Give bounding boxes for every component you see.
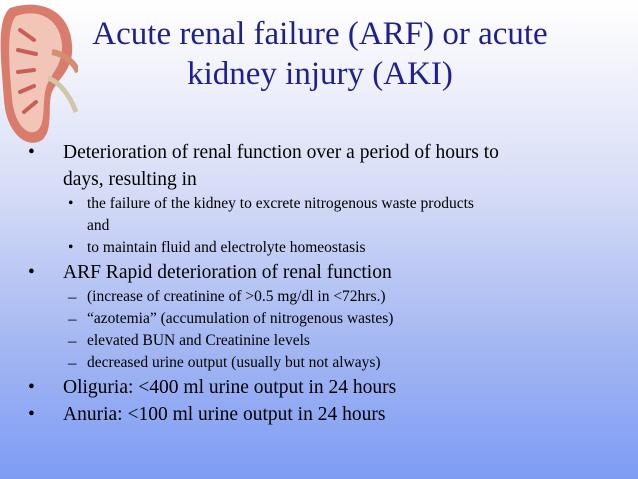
slide-title	[60, 14, 580, 94]
bullet-icon: •	[28, 377, 35, 398]
list-subitem	[20, 195, 620, 213]
bullet-icon: •	[28, 404, 35, 425]
list-item	[20, 261, 620, 284]
list-item-text: ARF Rapid deterioration of renal function	[63, 262, 392, 283]
bullet-icon: •	[28, 262, 35, 283]
bullet-icon: •	[28, 142, 35, 163]
list-subitem-continuation	[20, 217, 620, 235]
list-item	[20, 141, 620, 164]
list-subitem	[20, 332, 620, 350]
list-subitem	[20, 354, 620, 372]
list-subitem-text: and	[87, 217, 110, 234]
list-subitem-text: to maintain fluid and electrolyte homeostasis	[87, 239, 366, 256]
list-subitem-text: elevated BUN and Creatinine levels	[87, 332, 310, 349]
list-subitem	[20, 310, 620, 328]
list-subitem-text: “azotemia” (accumulation of nitrogenous wastes)	[87, 310, 394, 327]
list-subitem	[20, 239, 620, 257]
bullet-icon: •	[68, 239, 74, 256]
bullet-icon: •	[68, 195, 74, 212]
list-subitem	[20, 288, 620, 306]
dash-icon: –	[68, 309, 77, 328]
list-subitem-text: (increase of creatinine of >0.5 mg/dl in <72hrs.)	[87, 288, 386, 305]
dash-icon: –	[68, 331, 77, 350]
list-subitem-text: the failure of the kidney to excrete nitrogenous waste products	[87, 195, 474, 212]
list-item-text: Anuria: <100 ml urine output in 24 hours	[63, 404, 386, 425]
bullet-list	[20, 141, 620, 430]
list-item	[20, 403, 620, 426]
list-item	[20, 376, 620, 399]
list-item-text: Oliguria: <400 ml urine output in 24 hours	[63, 377, 397, 398]
dash-icon: –	[68, 287, 77, 306]
title-line-2: kidney injury (AKI)	[187, 56, 453, 92]
title-line-1: Acute renal failure (ARF) or acute	[92, 16, 548, 52]
list-subitem-text: decreased urine output (usually but not always)	[87, 354, 381, 371]
list-item-text: Deterioration of renal function over a period of hours to	[63, 142, 499, 163]
list-item-continuation	[20, 168, 620, 191]
list-item-text: days, resulting in	[63, 169, 197, 190]
dash-icon: –	[68, 353, 77, 372]
